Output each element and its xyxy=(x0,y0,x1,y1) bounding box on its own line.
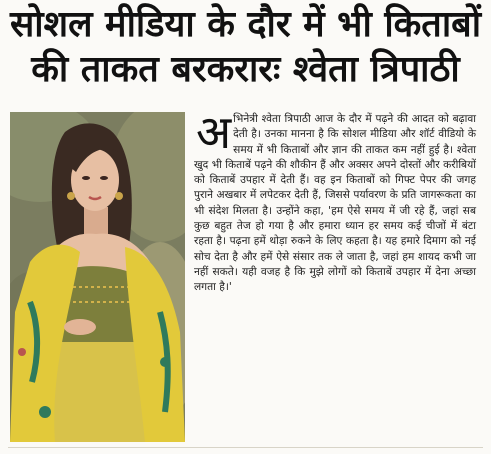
actress-illustration xyxy=(10,112,185,442)
actress-photo xyxy=(10,112,185,442)
article-body xyxy=(194,105,477,442)
headline xyxy=(8,2,483,92)
headline-line-2: की ताकत बरकरारः श्वेता त्रिपाठी xyxy=(31,49,460,90)
article-text: भिनेत्री श्वेता त्रिपाठी आज के दौर में पढ़ने की आदत को बढ़ावा देती है। उनका मानना है कि सोशल मीडिया और शॉर्ट वीडियो के समय में भी किताबों और ज्ञान की ताकत कम नहीं हुई है। श्वेता खुद भी किताबें पढ़ने की शौकीन हैं और अक्सर अपने दोस्तों और करीबियों को किताबें उपहार में देती हैं। वह इन किताबों को गिफ्ट पेपर की जगह पुराने अखबार में लपेटकर देती हैं, जिससे पर्यावरण के प्रति जागरूकता का भी संदेश मिलता है। उन्होंने कहा, 'हम ऐसे समय में जी रहे हैं, जहां सब कुछ बहुत तेज हो गया है और हमारा ध्यान हर समय कई चीजों में बंटा रहता है। पढ़ना हमें थोड़ा रुकने के लिए कहता है। यह हमारे दिमाग को नई सोच देता है और हमें ऐसे संसार तक ले जाता है, जहां हम शायद कभी जा नहीं सकते। यही वजह है कि मुझे लोगों को किताबें उपहार में देना अच्छा लगता है।' xyxy=(194,113,477,294)
headline-line-1: सोशल मीडिया के दौर में भी किताबों xyxy=(9,4,482,45)
dropcap-letter: अ xyxy=(196,105,232,159)
bottom-rule xyxy=(8,447,483,448)
